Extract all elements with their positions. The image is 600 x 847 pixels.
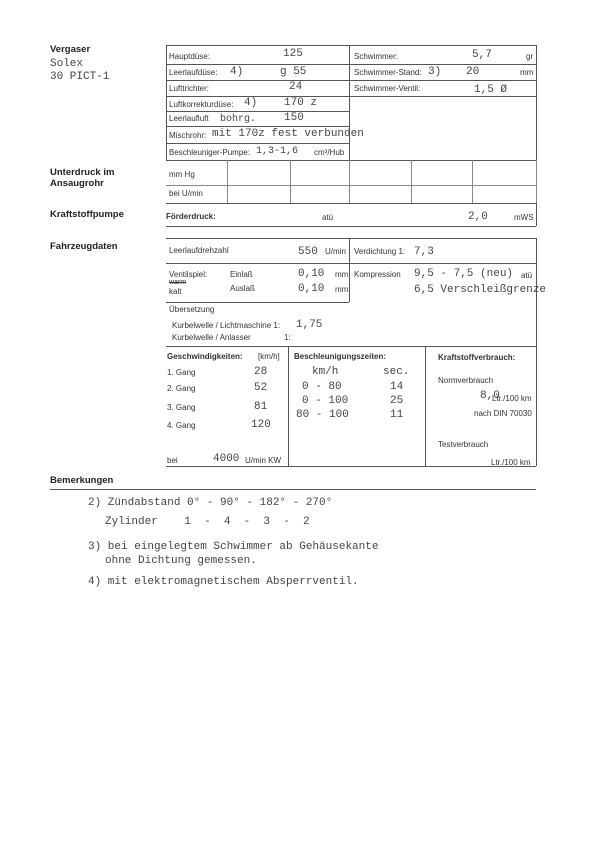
normverbrauch-din: nach DIN 70030 [474,409,532,418]
lichtmaschine-label: Kurbelwelle / Lichtmaschine 1: [172,321,281,330]
unterdruck-heading-line1: Unterdruck im [50,167,115,178]
beschleunigung-row-3-sec: 11 [390,409,404,421]
schwimmer-unit: gr [526,52,534,61]
lichtmaschine-value: 1,75 [296,319,323,331]
leerlaufluftbohrung-overtype: bohrg. [220,114,257,125]
schwimmer-stand-value: 20 [466,66,480,78]
kompression-value1: 9,5 - 7,5 (neu) [414,268,514,280]
gang-1-value: 28 [254,366,268,378]
leerlaufdrehzahl-unit: U/min [325,247,346,256]
gang-4-value: 120 [251,419,271,431]
foerderdruck-atue: atü [322,213,334,222]
ventilspiel-label: Ventilspiel: [169,270,208,279]
auslass-label: Auslaß [230,284,255,293]
leerlaufduese-note: 4) [230,66,244,78]
auslass-value: 0,10 [298,283,325,295]
kompression-label: Kompression [354,270,401,279]
luftkorrekturduese-label: Luftkorrekturdüse: [169,100,234,109]
gang-1-label: 1. Gang [167,368,196,377]
schwimmer-stand-label: Schwimmer-Stand: [354,68,422,77]
vergaser-type-line1: Solex [50,58,84,70]
leerlaufdrehzahl-value: 550 [298,246,318,258]
einlass-value: 0,10 [298,268,325,280]
testverbrauch-unit: Ltr./100 km [491,458,531,467]
mischrohr-value: mit 170z fest verbunden [212,128,364,140]
schwimmer-ventil-label: Schwimmer-Ventil: [354,84,421,93]
anlasser-suffix: 1: [284,333,291,342]
gang-3-value: 81 [254,401,268,413]
schwimmer-ventil-value: 1,5 Ø [474,84,508,96]
verdichtung-label: Verdichtung 1: [354,247,406,256]
fahrzeugdaten-heading: Fahrzeugdaten [50,241,118,252]
bei-label: bei [167,456,178,465]
luftkorrekturduese-value: 170 z [284,97,318,109]
beschleunigung-row-3-range: 80 - 100 [296,409,349,421]
lufttrichter-label: Lufttrichter: [169,84,210,93]
lufttrichter-value: 24 [289,81,303,93]
foerderdruck-value: 2,0 [468,211,488,223]
vergaser-heading: Vergaser [50,44,91,55]
kompression-unit: atü [521,271,533,280]
beschleunigung-row-1-range: 0 - 80 [302,381,342,393]
foerderdruck-label: Förderdruck: [166,212,216,221]
testverbrauch-label: Testverbrauch [438,440,489,449]
beschleunigung-col-sec: sec. [383,366,410,378]
beschleuniger-pumpe-value: 1,3-1,6 [256,146,299,157]
uebersetzung-label: Übersetzung [169,305,215,314]
hauptduese-label: Hauptdüse: [169,52,210,61]
verdichtung-value: 7,3 [414,246,434,258]
schwimmer-stand-unit: mm [520,68,534,77]
leerlaufdrehzahl-label: Leerlaufdrehzahl [169,246,229,255]
bemerkung-3-line1: 3) bei eingelegtem Schwimmer ab Gehäusekante [88,541,379,553]
leerlaufduese-value: g 55 [280,66,307,78]
bei-value: 4000 [213,453,240,465]
foerderdruck-unit: mWS [514,213,534,222]
hauptduese-value: 125 [283,48,303,60]
luftkorrekturduese-note: 4) [244,97,258,109]
beschleunigung-col-kmh: km/h [312,366,339,378]
schwimmer-value: 5,7 [472,49,492,61]
beschleunigung-heading: Beschleunigungszeiten: [294,352,387,361]
gang-4-label: 4. Gang [167,421,196,430]
geschwindigkeiten-heading: Geschwindigkeiten: [167,352,243,361]
schwimmer-stand-note: 3) [428,66,442,78]
normverbrauch-value: 8,0 [480,390,500,402]
leerlaufluftbohrung-label: Leerlaufluft [169,114,209,123]
beschleuniger-pumpe-unit: cm³/Hub [314,148,345,157]
bemerkungen-heading: Bemerkungen [50,475,114,486]
beschleunigung-row-1-sec: 14 [390,381,404,393]
kompression-value2: 6,5 Verschleißgrenze [414,284,547,296]
einlass-label: Einlaß [230,270,253,279]
bemerkung-2-line2: Zylinder 1 - 4 - 3 - 2 [105,516,310,528]
leerlaufduese-label: Leerlaufdüse: [169,68,218,77]
ventilspiel-kalt-label: kalt [169,287,182,296]
normverbrauch-unit: Ltr./100 km [492,394,532,403]
vergaser-type-line2: 30 PICT-1 [50,71,110,83]
bemerkung-4: 4) mit elektromagnetischem Absperrventil. [88,576,359,588]
mischrohr-label: Mischrohr: [169,131,207,140]
schwimmer-label: Schwimmer: [354,52,399,61]
beschleunigung-row-2-range: 0 - 100 [302,395,349,407]
gang-3-label: 3. Gang [167,403,196,412]
unterdruck-mmhg-label: mm Hg [169,170,195,179]
normverbrauch-label: Normverbrauch [438,376,494,385]
bemerkung-2-line1: 2) Zündabstand 0° - 90° - 182° - 270° [88,497,333,509]
beschleuniger-pumpe-label: Beschleuniger-Pumpe: [169,148,250,157]
anlasser-label: Kurbelwelle / Anlasser [172,333,251,342]
bemerkung-3-line2: ohne Dichtung gemessen. [105,555,257,567]
auslass-unit: mm [335,285,349,294]
verbrauch-heading: Kraftstoffverbrauch: [438,353,516,362]
gang-2-label: 2. Gang [167,384,196,393]
kraftstoffpumpe-heading: Kraftstoffpumpe [50,209,124,220]
ventilspiel-warm-label: warm [169,279,187,286]
unterdruck-heading-line2: Ansaugrohr [50,178,104,189]
beschleunigung-row-2-sec: 25 [390,395,404,407]
geschwindigkeiten-unit: [km/h] [258,352,280,361]
einlass-unit: mm [335,270,349,279]
leerlaufluftbohrung-value: 150 [284,112,304,124]
bei-unit: U/min KW [245,456,281,465]
gang-2-value: 52 [254,382,268,394]
unterdruck-umin-label: bei U/min [169,189,203,198]
